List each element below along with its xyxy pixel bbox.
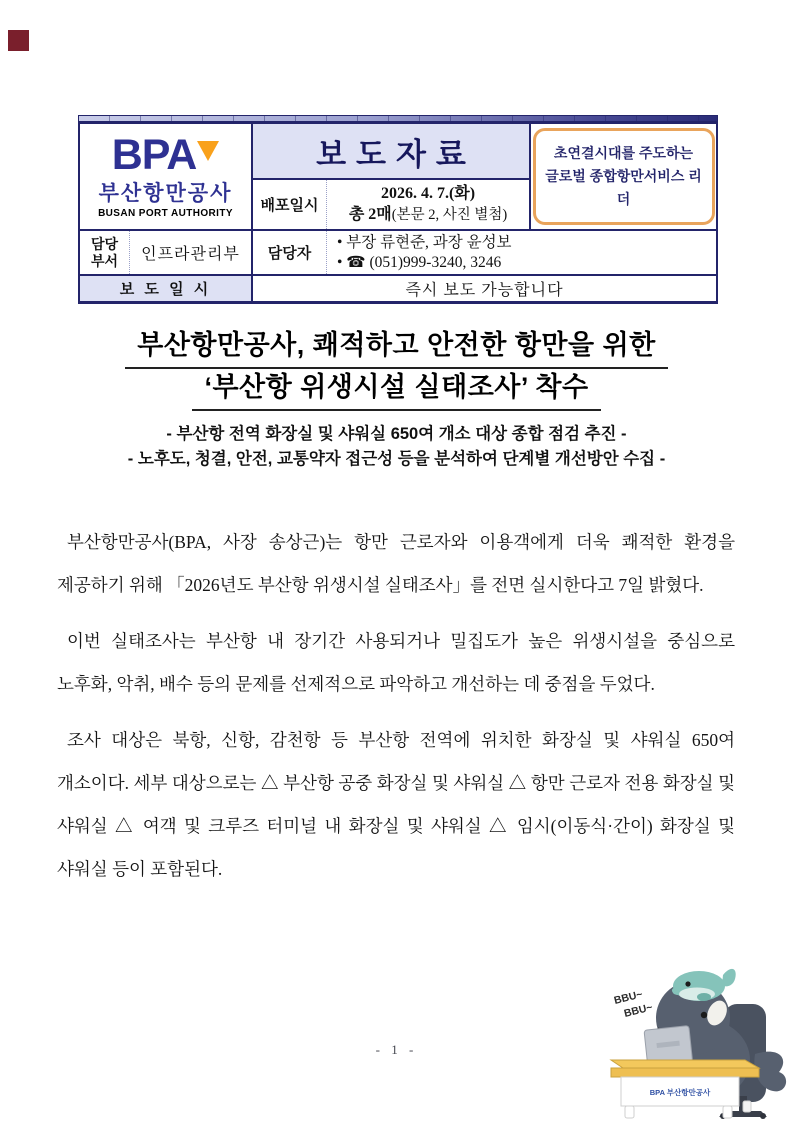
- mascot-speech-line2: BBU~: [622, 1001, 654, 1020]
- bpa-logo-acronym: [111, 130, 220, 179]
- release-row: [253, 180, 529, 229]
- subtitle-line1: - 부산항 전역 화장실 및 샤워실 650여 개소 대상 종합 점검 추진 -: [166, 425, 627, 443]
- release-date: 2026. 4. 7.(화): [380, 185, 476, 202]
- article-title-line2: ‘부산항 위생시설 실태조사’ 착수: [192, 369, 600, 411]
- slogan-cell: [531, 124, 716, 229]
- header-row-embargo: [80, 274, 716, 301]
- release-date-value: [327, 180, 529, 229]
- contact-value: [327, 231, 716, 274]
- embargo-label: 보 도 일 시: [80, 276, 253, 301]
- contact-phone: • ☎ (051)999-3240, 3246: [337, 253, 502, 271]
- contact-names: • 부장 류현준, 과장 윤성보: [337, 233, 512, 251]
- bpa-logo-english: BUSAN PORT AUTHORITY: [98, 207, 233, 219]
- dept-label-line2: 부서: [90, 252, 119, 269]
- paragraph-3: 조사 대상은 북항, 신항, 감천항 등 부산항 전역에 위치한 화장실 및 샤워실 650여 개소이다. 세부 대상으로는 △ 부산항 공중 화장실 및 샤워실 △ 항만 근로자 전용 화장실 및 샤워실 △ 여객 및 크루즈 터미널 내 화장실 및 샤워실 △ 임시(이동식·간이) 화장실 및 샤워실 등이 포함된다.: [57, 730, 735, 879]
- doc-type-and-release: [253, 124, 531, 229]
- corner-marker: [8, 30, 29, 51]
- dolphin-mascot-icon: [672, 969, 736, 1001]
- release-date-label: 배포일시: [253, 180, 327, 229]
- article-title: [0, 327, 793, 411]
- dept-value: 인프라관리부: [130, 231, 253, 274]
- slogan-box: [533, 128, 715, 225]
- dept-label-line1: 담당: [90, 235, 119, 252]
- article-title-line1: 부산항만공사, 쾌적하고 안전한 항만을 위한: [125, 327, 667, 369]
- contact-label: 담당자: [253, 231, 327, 274]
- doc-type-title: 보도자료: [253, 124, 529, 180]
- article-subtitles: [0, 422, 793, 472]
- paragraph-2: 이번 실태조사는 부산항 내 장기간 사용되거나 밀집도가 높은 위생시설을 중심으로 노후화, 악취, 배수 등의 문제를 선제적으로 파악하고 개선하는 데 중점을 두었다.: [57, 631, 735, 694]
- release-pages-count: 총 2매: [348, 206, 392, 223]
- release-pages-note: (본문 2, 사진 별첨): [391, 207, 508, 223]
- bpa-logo: [80, 124, 253, 229]
- header-row-contact: [80, 229, 716, 274]
- bpa-logo-triangle-icon: [197, 141, 219, 161]
- embargo-value: 즉시 보도 가능합니다: [405, 282, 564, 299]
- header-row-top: [80, 124, 716, 229]
- header-table: [78, 115, 718, 304]
- desk-label: BPA 부산항만공사: [649, 1088, 711, 1097]
- release-pages: [349, 204, 507, 226]
- bpa-logo-korean: 부산항만공사: [98, 181, 233, 205]
- page-number: - 1 -: [375, 1042, 418, 1057]
- slogan-line1: 초연결시대를 주도하는: [553, 145, 694, 161]
- bpa-logo-text: BPA: [111, 130, 197, 179]
- slogan-line2: 글로벌 종합항만서비스 리더: [545, 168, 702, 207]
- paragraph-1: 부산항만공사(BPA, 사장 송상근)는 항만 근로자와 이용객에게 더욱 쾌적한 환경을 제공하기 위해 「2026년도 부산항 위생시설 실태조사」를 전면 실시한다고 7일 밝혔다.: [57, 532, 735, 595]
- article-body: [57, 521, 735, 891]
- subtitle-line2: - 노후도, 청결, 안전, 교통약자 접근성 등을 분석하여 단계별 개선방안 수집 -: [127, 450, 666, 468]
- desk-icon: [611, 1060, 759, 1118]
- mascot-speech-line1: BBU~: [612, 988, 644, 1007]
- dept-label: [80, 231, 130, 274]
- mascot-illustration: [597, 956, 791, 1120]
- decorative-gradient-bar: [78, 115, 718, 123]
